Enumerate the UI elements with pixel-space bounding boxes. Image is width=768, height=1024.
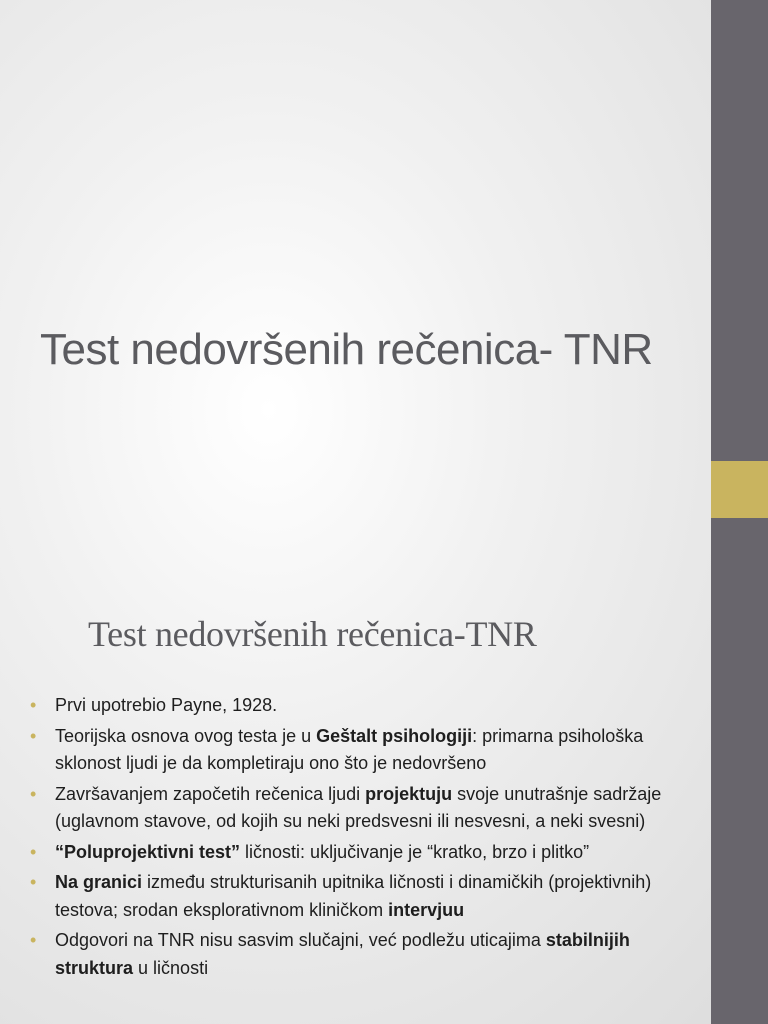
- bullet-item: [30, 927, 710, 982]
- side-accent-block: [711, 461, 768, 518]
- bullet-item: [30, 723, 710, 778]
- bullet-item: [30, 781, 710, 836]
- bullet-item: [30, 869, 710, 924]
- bullet-text: “Poluprojektivni test” ličnosti: uključivanje je “kratko, brzo i plitko”: [55, 841, 590, 862]
- bullet-item: [30, 692, 710, 720]
- bullet-dot-icon: •: [30, 872, 37, 892]
- bullet-text: Na granici između strukturisanih upitnika ličnosti i dinamičkih (projektivnih) testova; srodan eksplorativnom kliničkom intervjuu: [55, 872, 652, 920]
- bullet-dot-icon: •: [30, 841, 37, 862]
- bullet-text: Teorijska osnova ovog testa je u Geštalt psihologiji: primarna psihološka sklonost ljudi je da kompletiraju ono što je nedovršeno: [55, 725, 644, 773]
- bullet-dot-icon: •: [30, 783, 37, 804]
- bullet-text: Završavanjem započetih rečenica ljudi projektuju svoje unutrašnje sadržaje (uglavnom stavove, od kojih su neki predsvesni ili nesvesni, a neki svesni): [55, 783, 662, 831]
- bullet-item: [30, 839, 710, 867]
- bullet-text: Prvi upotrebio Payne, 1928.: [55, 695, 278, 715]
- bullet-dot-icon: •: [30, 725, 37, 746]
- slide-2-title: Test nedovršenih rečenica-TNR: [88, 614, 537, 654]
- bullet-list: [30, 692, 710, 985]
- bullet-dot-icon: •: [30, 695, 37, 715]
- slide-1-title: Test nedovršenih rečenica- TNR: [40, 325, 653, 374]
- bullet-dot-icon: •: [30, 930, 37, 950]
- bullet-text: Odgovori na TNR nisu sasvim slučajni, već podležu uticajima stabilnijih struktura u ličnosti: [55, 930, 630, 978]
